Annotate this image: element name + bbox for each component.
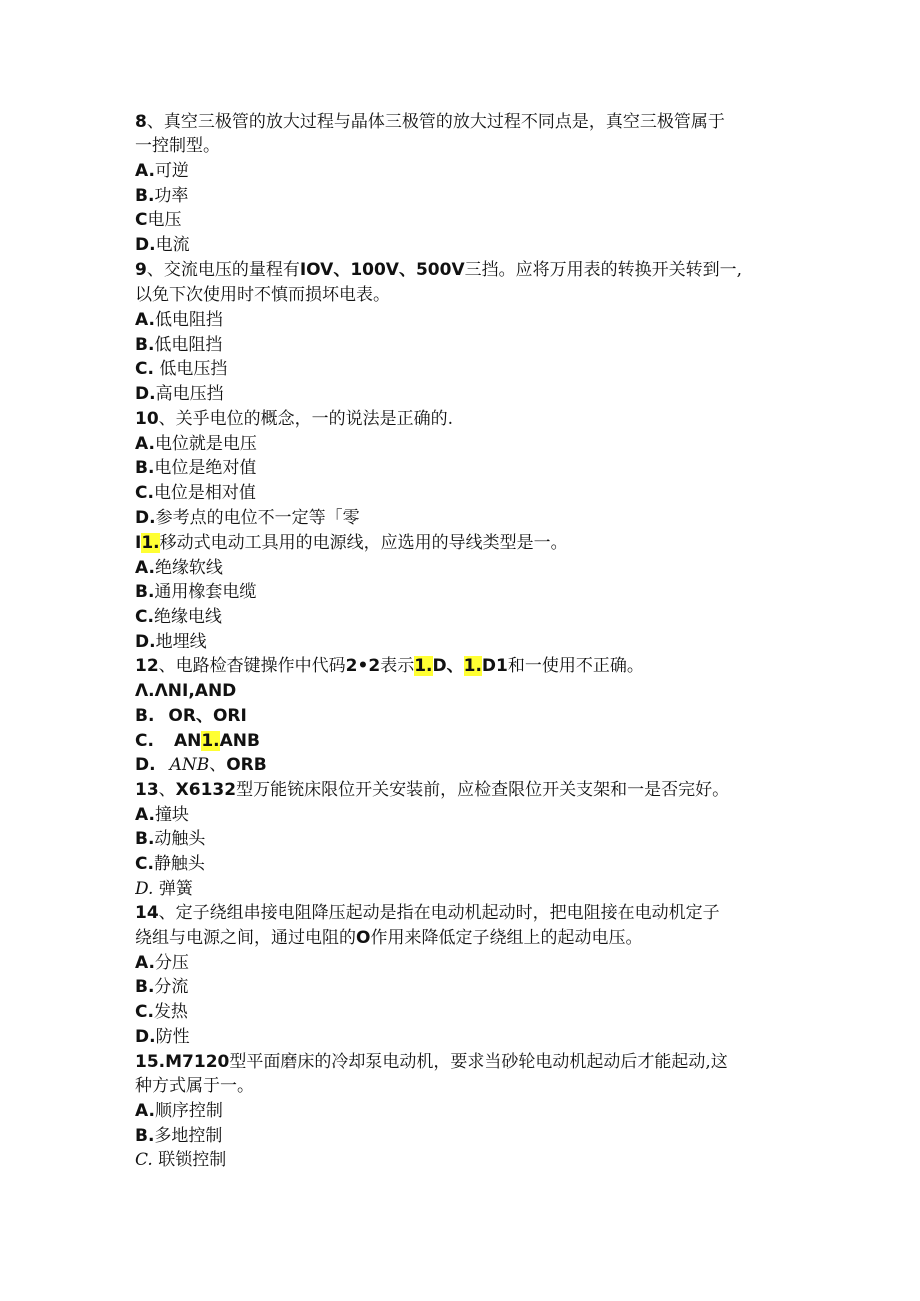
option-b bbox=[135, 333, 805, 357]
option-d bbox=[135, 233, 805, 257]
question-text: 型平面磨床的冷却泵电动机，要求当砂轮电动机起动后才能起动,这 bbox=[229, 1052, 728, 1072]
question-text: 种方式属于一。 bbox=[135, 1076, 254, 1096]
option-text: 电位是相对值 bbox=[153, 483, 256, 503]
option-text: 低电阻挡 bbox=[154, 335, 223, 355]
option-d bbox=[135, 1025, 805, 1049]
option-text: ANB bbox=[219, 731, 260, 751]
question-text: 移动式电动工具用的电源线，应选用的导线类型是一。 bbox=[159, 533, 568, 553]
question-text: 、电路检杳键操作中代码 bbox=[158, 656, 346, 676]
option-text: Λ.ΛNI,AND bbox=[135, 681, 237, 701]
highlighted-text: 1. bbox=[141, 533, 160, 553]
option-letter: C. bbox=[135, 483, 154, 503]
question-9-text-cont bbox=[135, 283, 805, 307]
question-number: 14 bbox=[135, 903, 159, 923]
option-text: 电流 bbox=[155, 235, 190, 255]
option-a bbox=[135, 308, 805, 332]
option-text: 低电压挡 bbox=[153, 359, 228, 379]
option-letter: C. bbox=[135, 1002, 154, 1022]
option-text: 发热 bbox=[153, 1002, 188, 1022]
question-text: 型万能铳床限位开关安装前，应检查限位开关支架和一是否完好。 bbox=[236, 780, 730, 800]
option-d bbox=[135, 382, 805, 406]
question-text: 三挡。应将万用表的转换开关转到一, bbox=[464, 260, 743, 280]
option-c bbox=[135, 1000, 805, 1024]
option-a bbox=[135, 679, 805, 703]
option-letter: A. bbox=[135, 953, 155, 973]
option-a bbox=[135, 556, 805, 580]
option-letter: B. bbox=[135, 186, 155, 206]
question-number: 9 bbox=[135, 260, 147, 280]
option-text: 弹簧 bbox=[153, 879, 193, 899]
option-text: 地埋线 bbox=[155, 632, 207, 652]
highlighted-text: 1. bbox=[201, 731, 220, 751]
question-text: 2•2 bbox=[345, 656, 381, 676]
option-letter: C. bbox=[135, 731, 154, 751]
option-text: 电位是绝对值 bbox=[154, 458, 257, 478]
option-letter: D. bbox=[135, 755, 156, 775]
option-text: 低电阻挡 bbox=[154, 310, 223, 330]
option-letter: D. bbox=[135, 235, 156, 255]
question-text: 、交流电压的量程有 bbox=[146, 260, 300, 280]
option-letter: A. bbox=[135, 805, 155, 825]
option-c bbox=[135, 852, 805, 876]
option-text: 电压 bbox=[147, 210, 182, 230]
option-text: 撞块 bbox=[154, 805, 189, 825]
option-text: 静触头 bbox=[153, 854, 205, 874]
question-text: 和一使用不正确。 bbox=[507, 656, 644, 676]
option-text: 绝缘软线 bbox=[154, 558, 223, 578]
question-15-text-cont bbox=[135, 1074, 805, 1098]
option-c bbox=[135, 1148, 805, 1172]
option-letter: A. bbox=[135, 434, 155, 454]
option-letter: A. bbox=[135, 558, 155, 578]
option-letter: C. bbox=[135, 607, 154, 627]
question-number: 10 bbox=[135, 409, 159, 429]
option-letter: C. bbox=[135, 359, 154, 379]
option-c bbox=[135, 605, 805, 629]
question-number: 8 bbox=[135, 112, 147, 132]
option-b bbox=[135, 827, 805, 851]
option-text: 电位就是电压 bbox=[154, 434, 257, 454]
option-c bbox=[135, 208, 805, 232]
option-c bbox=[135, 481, 805, 505]
question-number: I bbox=[135, 533, 142, 553]
option-text: ORB bbox=[226, 755, 267, 775]
question-text: 、定子绕组串接电阻降压起动是指在电动机起动时，把电阻接在电动机定子 bbox=[158, 903, 720, 923]
question-text: D、 bbox=[432, 656, 464, 676]
option-letter: B. bbox=[135, 335, 155, 355]
option-letter: B. bbox=[135, 458, 155, 478]
question-text: 表示 bbox=[380, 656, 415, 676]
option-text: AN bbox=[173, 731, 202, 751]
option-d bbox=[135, 630, 805, 654]
question-10-text bbox=[135, 407, 805, 431]
option-letter: D. bbox=[135, 384, 156, 404]
option-text: 分流 bbox=[154, 977, 189, 997]
option-text: 动触头 bbox=[154, 829, 206, 849]
option-a bbox=[135, 951, 805, 975]
option-text: ANB bbox=[169, 755, 210, 775]
question-8-text-cont bbox=[135, 134, 805, 158]
option-a bbox=[135, 1099, 805, 1123]
question-number: 15.M7120 bbox=[135, 1052, 230, 1072]
option-letter: D. bbox=[135, 879, 154, 899]
option-text: 通用橡套电缆 bbox=[154, 582, 257, 602]
option-text: 多地控制 bbox=[154, 1126, 223, 1146]
question-11-text bbox=[135, 531, 805, 555]
question-13-text bbox=[135, 778, 805, 802]
option-text: 分压 bbox=[154, 953, 189, 973]
option-letter: A. bbox=[135, 1101, 155, 1121]
question-12-text bbox=[135, 654, 805, 678]
option-b bbox=[135, 1124, 805, 1148]
question-text: 以免下次使用时不慎而损坏电表。 bbox=[135, 285, 390, 305]
option-d bbox=[135, 877, 805, 901]
question-text: IOV、100V、500V bbox=[299, 260, 465, 280]
question-number: 13 bbox=[135, 780, 159, 800]
question-text: X6132 bbox=[175, 780, 237, 800]
question-text: D1 bbox=[481, 656, 508, 676]
option-text: 、 bbox=[209, 755, 227, 775]
question-text: 绕组与电源之间，通过电阻的 bbox=[135, 928, 356, 948]
option-letter: B. bbox=[135, 829, 155, 849]
question-text: O bbox=[356, 928, 371, 948]
option-letter: B. bbox=[135, 706, 155, 726]
question-text: 、真空三极管的放大过程与晶体三极管的放大过程不同点是，真空三极管属于 bbox=[146, 112, 725, 132]
option-d bbox=[135, 506, 805, 530]
question-14-text bbox=[135, 901, 805, 925]
option-text: 防性 bbox=[155, 1027, 190, 1047]
option-a bbox=[135, 159, 805, 183]
highlighted-text: 1. bbox=[463, 656, 482, 676]
option-letter: B. bbox=[135, 977, 155, 997]
option-text: 功率 bbox=[154, 186, 189, 206]
option-letter: A. bbox=[135, 161, 155, 181]
question-8-text bbox=[135, 110, 805, 134]
option-b bbox=[135, 580, 805, 604]
option-text: 绝缘电线 bbox=[153, 607, 222, 627]
question-text: 一控制型。 bbox=[135, 136, 220, 156]
option-letter: C bbox=[135, 210, 148, 230]
option-text: OR、ORI bbox=[168, 706, 247, 726]
question-14-text-cont bbox=[135, 926, 805, 950]
option-text: 高电压挡 bbox=[155, 384, 224, 404]
question-text: 、关乎电位的概念，一的说法是正确的. bbox=[158, 409, 454, 429]
option-b bbox=[135, 456, 805, 480]
option-text: 联锁控制 bbox=[152, 1150, 227, 1170]
option-d bbox=[135, 753, 805, 777]
option-a bbox=[135, 432, 805, 456]
option-letter: A. bbox=[135, 310, 155, 330]
question-text: 作用来降低定子绕组上的起动电压。 bbox=[370, 928, 643, 948]
option-text: 顺序控制 bbox=[154, 1101, 223, 1121]
option-text: 参考点的电位不一定等「零 bbox=[155, 508, 360, 528]
option-letter: B. bbox=[135, 1126, 155, 1146]
option-letter: D. bbox=[135, 508, 156, 528]
option-b bbox=[135, 975, 805, 999]
option-letter: C. bbox=[135, 1150, 153, 1170]
option-a bbox=[135, 803, 805, 827]
option-letter: C. bbox=[135, 854, 154, 874]
question-text: 、 bbox=[158, 780, 176, 800]
option-letter: B. bbox=[135, 582, 155, 602]
question-15-text bbox=[135, 1050, 805, 1074]
option-b bbox=[135, 184, 805, 208]
option-c bbox=[135, 357, 805, 381]
option-letter: D. bbox=[135, 632, 156, 652]
question-9-text bbox=[135, 258, 805, 282]
question-number: 12 bbox=[135, 656, 159, 676]
option-letter: D. bbox=[135, 1027, 156, 1047]
option-text: 可逆 bbox=[154, 161, 189, 181]
option-c bbox=[135, 729, 805, 753]
highlighted-text: 1. bbox=[414, 656, 433, 676]
option-b bbox=[135, 704, 805, 728]
